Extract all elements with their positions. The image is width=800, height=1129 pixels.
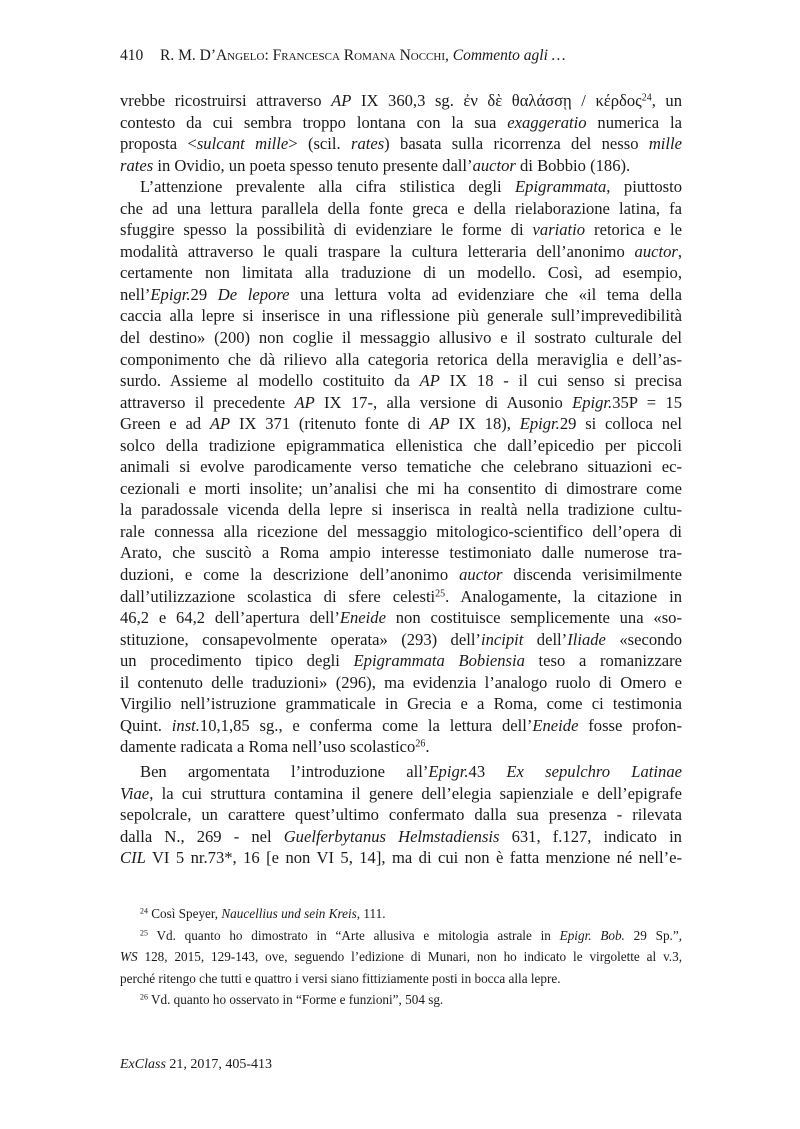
footnote-ref: 24 bbox=[140, 906, 148, 916]
text-run: sfuggire spesso la possibilità di evidenziare le forme di bbox=[120, 220, 533, 240]
text-run: in Ovidio, un poeta spesso tenuto presente dall’ bbox=[153, 155, 473, 175]
text-run: 46,2 e 64,2 dell’apertura dell’ bbox=[120, 608, 340, 628]
text-run: proposta < bbox=[120, 134, 197, 154]
text-run: dalla N., 269 - nel bbox=[120, 826, 284, 846]
text-run: fosse profon- bbox=[578, 715, 682, 735]
text-run: perché ritengo che tutti e quattro i versi siano fittiziamente posti in bocca alla lepre. bbox=[120, 970, 561, 986]
italic-text: AP bbox=[429, 414, 450, 434]
italic-text: exaggeratio bbox=[507, 112, 587, 132]
text-run: L’attenzione prevalente alla cifra stilistica degli bbox=[140, 177, 516, 197]
text-line bbox=[120, 672, 682, 694]
text-run: Arato, che suscitò a Roma ampio interesse testimoniato dalle numerose tra- bbox=[120, 543, 682, 563]
text-line bbox=[120, 989, 682, 1011]
paragraph bbox=[120, 761, 682, 869]
text-run: Virgilio nell’istruzione grammaticale in Grecia e a Roma, come ci testimonia bbox=[120, 694, 682, 714]
text-line bbox=[120, 198, 682, 220]
text-line bbox=[120, 607, 682, 629]
footnote-ref: 25 bbox=[140, 928, 148, 938]
text-line bbox=[120, 736, 682, 758]
text-run: un procedimento tipico degli bbox=[120, 651, 354, 671]
italic-text: CIL bbox=[120, 848, 146, 868]
italic-text: Epigr. bbox=[150, 284, 191, 304]
text-line bbox=[120, 521, 682, 543]
text-line bbox=[120, 925, 682, 947]
running-header bbox=[120, 47, 682, 65]
text-run: IX 18), bbox=[449, 414, 520, 434]
italic-text: Eneide bbox=[339, 608, 386, 628]
text-run: attraverso il precedente bbox=[120, 392, 295, 412]
text-run: una lettura volta ad evidenziare che «il tema della bbox=[289, 284, 682, 304]
italic-text: AP bbox=[419, 371, 440, 391]
text-run: del destino» (200) non coglie il messaggio allusivo e il sostrato culturale del bbox=[120, 328, 682, 348]
text-line bbox=[120, 478, 682, 500]
text-line bbox=[120, 435, 682, 457]
text-line bbox=[120, 305, 682, 327]
text-run: damente radicata a Roma nell’uso scolastico bbox=[120, 737, 416, 757]
text-run: dall’utilizzazione scolastica di sfere celesti bbox=[120, 586, 436, 606]
text-run: teso a romanizzare bbox=[524, 651, 683, 671]
footnote-25 bbox=[120, 925, 682, 990]
text-run: , la cui struttura contamina il genere dell’elegia sapienziale e dell’epigrafe bbox=[149, 783, 682, 803]
italic-text: incipit bbox=[480, 629, 524, 649]
text-line bbox=[120, 629, 682, 651]
italic-text: Viae bbox=[120, 783, 150, 803]
text-run: IX 360,3 sg. ἐν δὲ θαλάσσῃ / κέρδος bbox=[351, 91, 642, 110]
italic-text: Epigr. bbox=[572, 392, 613, 412]
italic-text: Epigr. Bob. bbox=[559, 927, 625, 943]
italic-text: Epigrammata Bobiensia bbox=[353, 651, 525, 671]
italic-text: Epigrammata bbox=[515, 177, 607, 197]
footnote-24 bbox=[120, 903, 682, 925]
text-run: . bbox=[425, 737, 430, 757]
text-run: IX 17-, alla versione di Ausonio bbox=[314, 392, 573, 412]
text-line bbox=[120, 847, 682, 869]
text-run: certamente non limitata alla traduzione di un modello. Così, ad esempio, bbox=[120, 263, 682, 283]
text-run: 631, f.127, indicato in bbox=[499, 826, 682, 846]
text-line bbox=[120, 219, 682, 241]
text-run: contesto da cui sembra troppo lontana con la sua bbox=[120, 112, 508, 132]
italic-text: WS bbox=[120, 949, 138, 964]
text-run: 35P = 15 bbox=[612, 392, 682, 412]
italic-text: rates bbox=[350, 134, 385, 154]
text-run: , piuttosto bbox=[606, 177, 682, 197]
italic-text: sulcant mille bbox=[196, 134, 289, 154]
text-line bbox=[120, 112, 682, 134]
text-run: Ben argomentata l’introduzione all’ bbox=[140, 761, 429, 781]
text-run: 128, 2015, 129-143, ove, seguendo l’edizione di Munari, non ho indicato le virgolette al v.3, bbox=[137, 949, 682, 964]
text-run: surdo. Assieme al modello costituito da bbox=[120, 371, 420, 391]
text-line bbox=[120, 499, 682, 521]
text-run: Così Speyer, bbox=[147, 906, 222, 921]
text-run: componimento che dà rilievo alla categoria retorica della meraviglia e dell’as- bbox=[120, 349, 682, 369]
text-run: che ad una lettura parallela della fonte greca e della rielaborazione latina, fa bbox=[120, 198, 682, 218]
text-run: > (scil. bbox=[288, 134, 351, 154]
text-line bbox=[120, 133, 682, 155]
paragraph bbox=[120, 90, 682, 176]
text-run: Green e ad bbox=[120, 414, 210, 434]
text-run: Vd. quanto ho dimostrato in “Arte allusiva e mitologia astrale in bbox=[147, 927, 560, 943]
text-run: sepolcrale, un carattere quest’ultimo confermato dalla sua presenza - rilevata bbox=[120, 805, 682, 825]
text-run: caccia alla lepre si inserisce in una riflessione più generale sull’imprevedibilità bbox=[120, 306, 682, 326]
footnote-ref: 26 bbox=[140, 992, 148, 1002]
italic-text: variatio bbox=[532, 220, 586, 240]
text-run: vrebbe ricostruirsi attraverso bbox=[120, 91, 332, 110]
header-work-title: Commento agli … bbox=[452, 47, 566, 64]
footnote-ref: 24 bbox=[641, 92, 652, 104]
italic-text: inst. bbox=[171, 715, 200, 735]
italic-text: Guelferbytanus Helmstadiensis bbox=[283, 826, 500, 846]
text-run: dell’ bbox=[523, 629, 568, 649]
header-author-title: R. M. D’Angelo: Francesca Romana Nocchi, bbox=[160, 47, 453, 64]
text-run: IX 371 (ritenuto fonte di bbox=[230, 414, 430, 434]
text-line bbox=[120, 176, 682, 198]
text-line bbox=[120, 903, 682, 925]
italic-text: Eneide bbox=[532, 715, 579, 735]
text-run: non costituisce semplicemente una «so- bbox=[385, 608, 682, 628]
text-line bbox=[120, 90, 682, 112]
text-run: discenda verisimilmente bbox=[502, 565, 683, 585]
text-run: 29 si colloca nel bbox=[559, 414, 682, 434]
paragraph bbox=[120, 176, 682, 758]
journal-volume: 21, 2017, 405-413 bbox=[165, 1057, 273, 1072]
text-run: solco della tradizione epigrammatica ellenistica che dall’epicedio per piccoli bbox=[120, 435, 682, 455]
italic-text: Epigr. bbox=[519, 414, 560, 434]
text-line bbox=[120, 715, 682, 737]
italic-text: De lepore bbox=[217, 284, 290, 304]
italic-text: auctor bbox=[634, 241, 678, 261]
text-line bbox=[120, 392, 682, 414]
text-run: di Bobbio (186). bbox=[515, 155, 631, 175]
text-line bbox=[120, 826, 682, 848]
text-run: duzioni, e come la descrizione dell’anonimo bbox=[120, 565, 460, 585]
text-run: numerica la bbox=[586, 112, 682, 132]
text-line bbox=[120, 370, 682, 392]
text-line bbox=[120, 262, 682, 284]
text-line bbox=[120, 456, 682, 478]
text-run: nell’ bbox=[120, 284, 151, 304]
text-run: stituzione, consapevolmente operata» (293) dell’ bbox=[120, 629, 481, 649]
footnote-26 bbox=[120, 989, 682, 1011]
text-line bbox=[120, 241, 682, 263]
text-line bbox=[120, 761, 682, 783]
italic-text: rates bbox=[120, 155, 154, 175]
text-run: «secondo bbox=[605, 629, 683, 649]
text-line bbox=[120, 542, 682, 564]
italic-text: AP bbox=[294, 392, 315, 412]
text-run: , un bbox=[651, 91, 683, 110]
text-line bbox=[120, 349, 682, 371]
text-line bbox=[120, 693, 682, 715]
italic-text: auctor bbox=[459, 565, 503, 585]
text-line bbox=[120, 586, 682, 608]
text-line bbox=[120, 783, 682, 805]
italic-text: AP bbox=[331, 91, 352, 110]
text-run: 29 Sp.”, bbox=[624, 927, 682, 943]
italic-text: Iliade bbox=[567, 629, 606, 649]
page-number: 410 bbox=[120, 47, 144, 64]
text-run: , 111. bbox=[356, 906, 386, 921]
text-run: cezionali e morti insolite; un’analisi che mi ha consentito di dimostrare come bbox=[120, 478, 682, 498]
footnote-ref: 25 bbox=[435, 588, 446, 600]
text-run: la paradossale vicenda della lepre si inserisca in realtà nella tradizione cultu- bbox=[120, 500, 682, 520]
text-line bbox=[120, 284, 682, 306]
journal-citation bbox=[120, 1057, 272, 1073]
text-run: 29 bbox=[190, 284, 218, 304]
italic-text: Naucellius und sein Kreis bbox=[221, 906, 357, 921]
italic-text: Ex sepulchro Latinae bbox=[506, 761, 682, 781]
italic-text: AP bbox=[209, 414, 231, 434]
text-run: il contenuto delle traduzioni» (296), ma evidenzia l’analogo ruolo di Omero e bbox=[120, 672, 682, 692]
text-run: modalità attraverso le quali traspare la cultura letteraria dell’anonimo bbox=[120, 241, 635, 261]
text-run: , bbox=[677, 241, 682, 261]
text-run: rale connessa alla ricezione del messaggio mitologico-scientifico dell’opera di bbox=[120, 521, 682, 541]
text-run: 43 bbox=[468, 761, 507, 781]
footnote-ref: 26 bbox=[415, 738, 426, 750]
text-line bbox=[120, 327, 682, 349]
text-line bbox=[120, 413, 682, 435]
main-text bbox=[120, 90, 682, 869]
italic-text: mille bbox=[648, 134, 682, 154]
text-run: IX 18 - il cui senso si precisa bbox=[439, 371, 682, 391]
italic-text: Epigr. bbox=[428, 761, 469, 781]
text-run: 10,1,85 sg., e conferma come la lettura dell’ bbox=[199, 715, 533, 735]
text-run: retorica e le bbox=[585, 220, 682, 240]
text-run: VI 5 nr.73*, 16 [e non VI 5, 14], ma di cui non è fatta menzione né nell’e- bbox=[145, 848, 682, 868]
text-run: ) basata sulla ricorrenza del nesso bbox=[384, 134, 649, 154]
text-run: animali si evolve parodicamente verso tematiche che celebrano situazioni ec- bbox=[120, 457, 682, 477]
text-line bbox=[120, 968, 682, 990]
journal-name: ExClass bbox=[120, 1057, 166, 1072]
footnotes bbox=[120, 903, 682, 1011]
text-line bbox=[120, 946, 682, 968]
text-run: . Analogamente, la citazione in bbox=[445, 586, 682, 606]
text-line bbox=[120, 155, 682, 177]
text-run: Quint. bbox=[120, 715, 172, 735]
text-run: Vd. quanto ho osservato in “Forme e funzioni”, 504 sg. bbox=[147, 992, 444, 1007]
text-line bbox=[120, 564, 682, 586]
text-line bbox=[120, 650, 682, 672]
italic-text: auctor bbox=[472, 155, 516, 175]
text-line bbox=[120, 804, 682, 826]
